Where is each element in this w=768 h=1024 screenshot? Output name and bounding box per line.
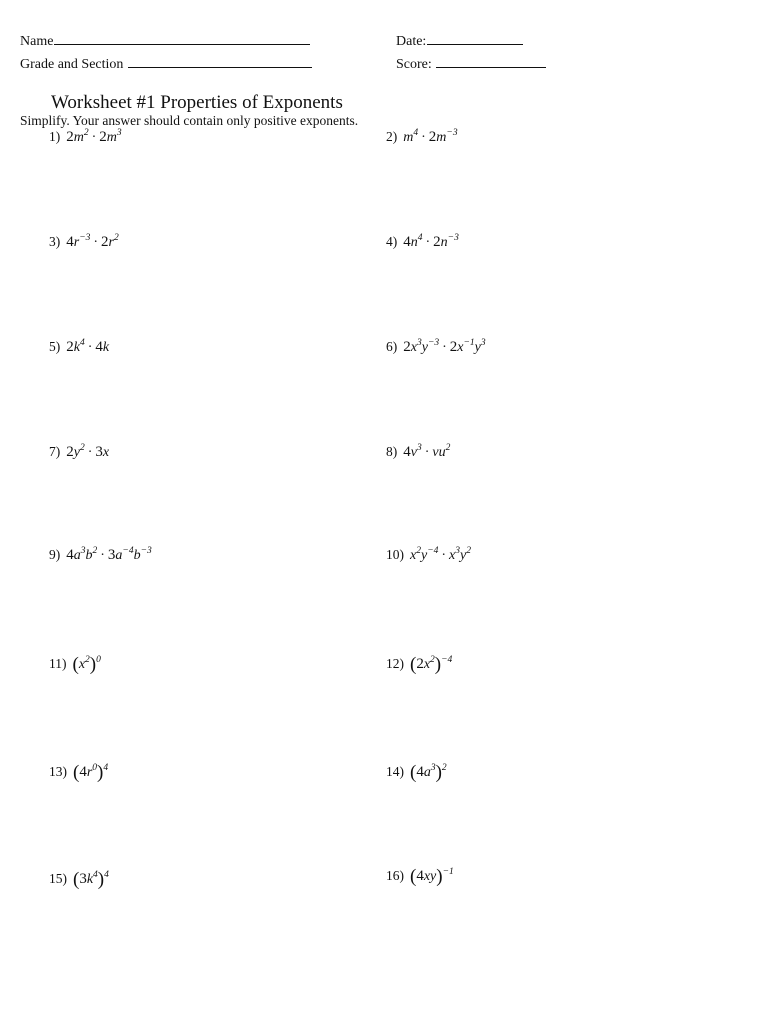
problem-number: 2) [386,129,398,144]
name-label: Name [20,34,54,49]
problem-expression: $4r^{-3} \cdot 2r^2$ [66,233,119,250]
problem-number: 10) [386,547,404,562]
problem-8 [386,444,450,461]
problem-11 [49,654,101,676]
score-blank-line[interactable] [436,66,546,68]
problem-expression: $2m^2 \cdot 2m^3$ [66,128,122,145]
problem-1 [49,129,122,146]
problem-number: 11) [49,656,67,671]
problem-10 [386,547,471,564]
name-field[interactable] [20,34,310,50]
problem-number: 14) [386,764,404,779]
problem-expression: $x^2y^{-4} \cdot x^3y^2$ [410,546,471,563]
problem-number: 12) [386,656,404,671]
problem-number: 13) [49,764,67,779]
problem-7 [49,444,109,461]
problem-expression: $m^4 \cdot 2m^{-3}$ [403,128,458,145]
problem-4 [386,234,459,251]
problem-number: 6) [386,339,398,354]
worksheet-instructions: Simplify. Your answer should contain only positive exponents. [20,113,359,128]
problem-expression: $(4r^0)^4$ [73,762,109,783]
date-field[interactable] [396,34,523,50]
grade-section-blank-line[interactable] [128,66,312,68]
problem-9 [49,547,152,564]
date-label: Date: [396,34,427,49]
problem-number: 5) [49,339,61,354]
problem-6 [386,339,486,356]
grade-section-label: Grade and Section [20,57,124,72]
problem-number: 16) [386,868,404,883]
problem-15 [49,869,109,891]
worksheet-title: Worksheet #1 Properties of Exponents [51,92,343,113]
name-blank-line[interactable] [54,43,310,45]
date-blank-line[interactable] [427,43,523,45]
problem-13 [49,762,108,784]
problem-number: 9) [49,547,61,562]
score-field[interactable] [396,57,546,73]
problem-number: 4) [386,234,398,249]
problem-expression: $4v^3 \cdot vu^2$ [403,443,451,460]
problem-expression: $2x^3y^{-3} \cdot 2x^{-1}y^3$ [403,338,486,355]
problem-expression: $(4a^3)^2$ [410,762,447,783]
problem-number: 7) [49,444,61,459]
problem-14 [386,762,447,784]
problem-expression: $2y^2 \cdot 3x$ [66,443,110,460]
problem-expression: $2k^4 \cdot 4k$ [66,338,110,355]
problem-16 [386,866,454,888]
problem-expression: $4a^3b^2 \cdot 3a^{-4}b^{-3}$ [66,546,152,563]
problem-12 [386,654,452,676]
problem-number: 3) [49,234,61,249]
score-label: Score: [396,57,432,72]
problem-expression: $(4xy)^{-1}$ [410,866,454,887]
problem-3 [49,234,119,251]
problem-number: 15) [49,871,67,886]
problem-number: 1) [49,129,61,144]
problem-expression: $(x^2)^0$ [72,654,101,675]
problem-2 [386,129,458,146]
problem-expression: $(3k^4)^4$ [73,869,109,890]
grade-section-field[interactable] [20,57,312,73]
problem-5 [49,339,109,356]
problem-expression: $(2x^2)^{-4}$ [410,654,453,675]
problem-expression: $4n^4 \cdot 2n^{-3}$ [403,233,459,250]
problem-number: 8) [386,444,398,459]
